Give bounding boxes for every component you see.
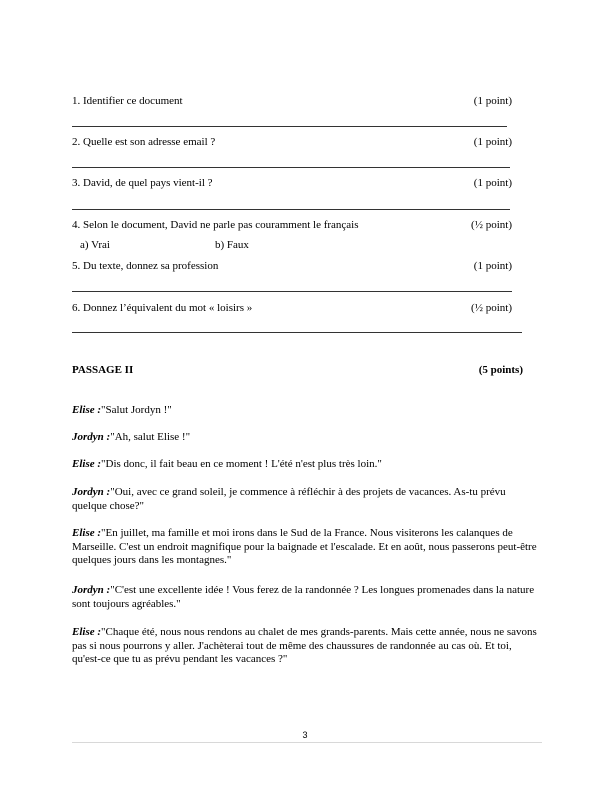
speaker: Jordyn : xyxy=(72,584,111,596)
question-text: 6. Donnez l’équivalent du mot « loisirs » xyxy=(72,302,253,314)
passage-title: PASSAGE II xyxy=(72,364,134,376)
utterance: "Dis donc, il fait beau en ce moment ! L'été n'est plus très loin." xyxy=(101,458,382,470)
question-1 xyxy=(72,93,512,109)
question-text: 1. Identifier ce document xyxy=(72,95,183,107)
question-6 xyxy=(72,300,512,316)
option-false: b) Faux xyxy=(215,239,249,251)
question-points: (½ point) xyxy=(471,219,512,231)
question-points: (½ point) xyxy=(471,302,512,314)
passage-heading xyxy=(72,362,523,378)
speaker: Elise : xyxy=(72,626,102,638)
question-5 xyxy=(72,258,512,274)
utterance: "Oui, avec ce grand soleil, je commence à réfléchir à des projets de vacances. As-tu prévu quelque chose?" xyxy=(72,486,506,512)
page-number: 3 xyxy=(302,730,308,740)
speaker: Jordyn : xyxy=(72,431,111,443)
footer-divider xyxy=(72,742,542,743)
dialogue-line xyxy=(72,626,542,667)
question-2 xyxy=(72,134,512,150)
question-points: (1 point) xyxy=(473,95,512,107)
question-text: 2. Quelle est son adresse email ? xyxy=(72,136,216,148)
option-true: a) Vrai xyxy=(80,239,110,251)
speaker: Elise : xyxy=(72,404,102,416)
utterance: "En juillet, ma famille et moi irons dans le Sud de la France. Nous visiterons les calanques de Marseille. C'est un endroit magnifique pour la baignade et l'escalade. Et en août, nous passerons peut-être quelques jours dans les montagnes." xyxy=(72,527,537,566)
question-text: 4. Selon le document, David ne parle pas couramment le français xyxy=(72,219,359,231)
question-4 xyxy=(72,217,512,233)
dialogue-line xyxy=(72,486,542,513)
utterance: "C'est une excellente idée ! Vous ferez de la randonnée ? Les longues promenades dans la nature sont toujours agréables." xyxy=(72,584,535,610)
utterance: "Ah, salut Elise !" xyxy=(110,431,191,443)
speaker: Elise : xyxy=(72,458,102,470)
answer-line xyxy=(72,126,507,127)
answer-line xyxy=(72,167,510,168)
passage-points: (5 points) xyxy=(478,364,523,376)
question-points: (1 point) xyxy=(473,177,512,189)
question-points: (1 point) xyxy=(473,260,512,272)
utterance: "Salut Jordyn !" xyxy=(101,404,172,416)
question-text: 3. David, de quel pays vient-il ? xyxy=(72,177,213,189)
utterance: "Chaque été, nous nous rendons au chalet de mes grands-parents. Mais cette année, nous ne savons pas si nous pourrons y aller. J'achèterai tout de même des chaussures de randonnée au cas où. Et toi, qu'est-ce que tu as prévu pendant les vacances ?" xyxy=(72,626,537,665)
speaker: Jordyn : xyxy=(72,486,111,498)
dialogue-line xyxy=(72,527,542,568)
answer-line xyxy=(72,332,522,333)
dialogue-line xyxy=(72,431,542,445)
dialogue-line xyxy=(72,584,542,611)
speaker: Elise : xyxy=(72,527,102,539)
dialogue-line xyxy=(72,404,542,418)
question-text: 5. Du texte, donnez sa profession xyxy=(72,260,219,272)
dialogue-line xyxy=(72,458,542,472)
question-3 xyxy=(72,175,512,191)
answer-line xyxy=(72,291,512,292)
question-points: (1 point) xyxy=(473,136,512,148)
answer-line xyxy=(72,209,510,210)
